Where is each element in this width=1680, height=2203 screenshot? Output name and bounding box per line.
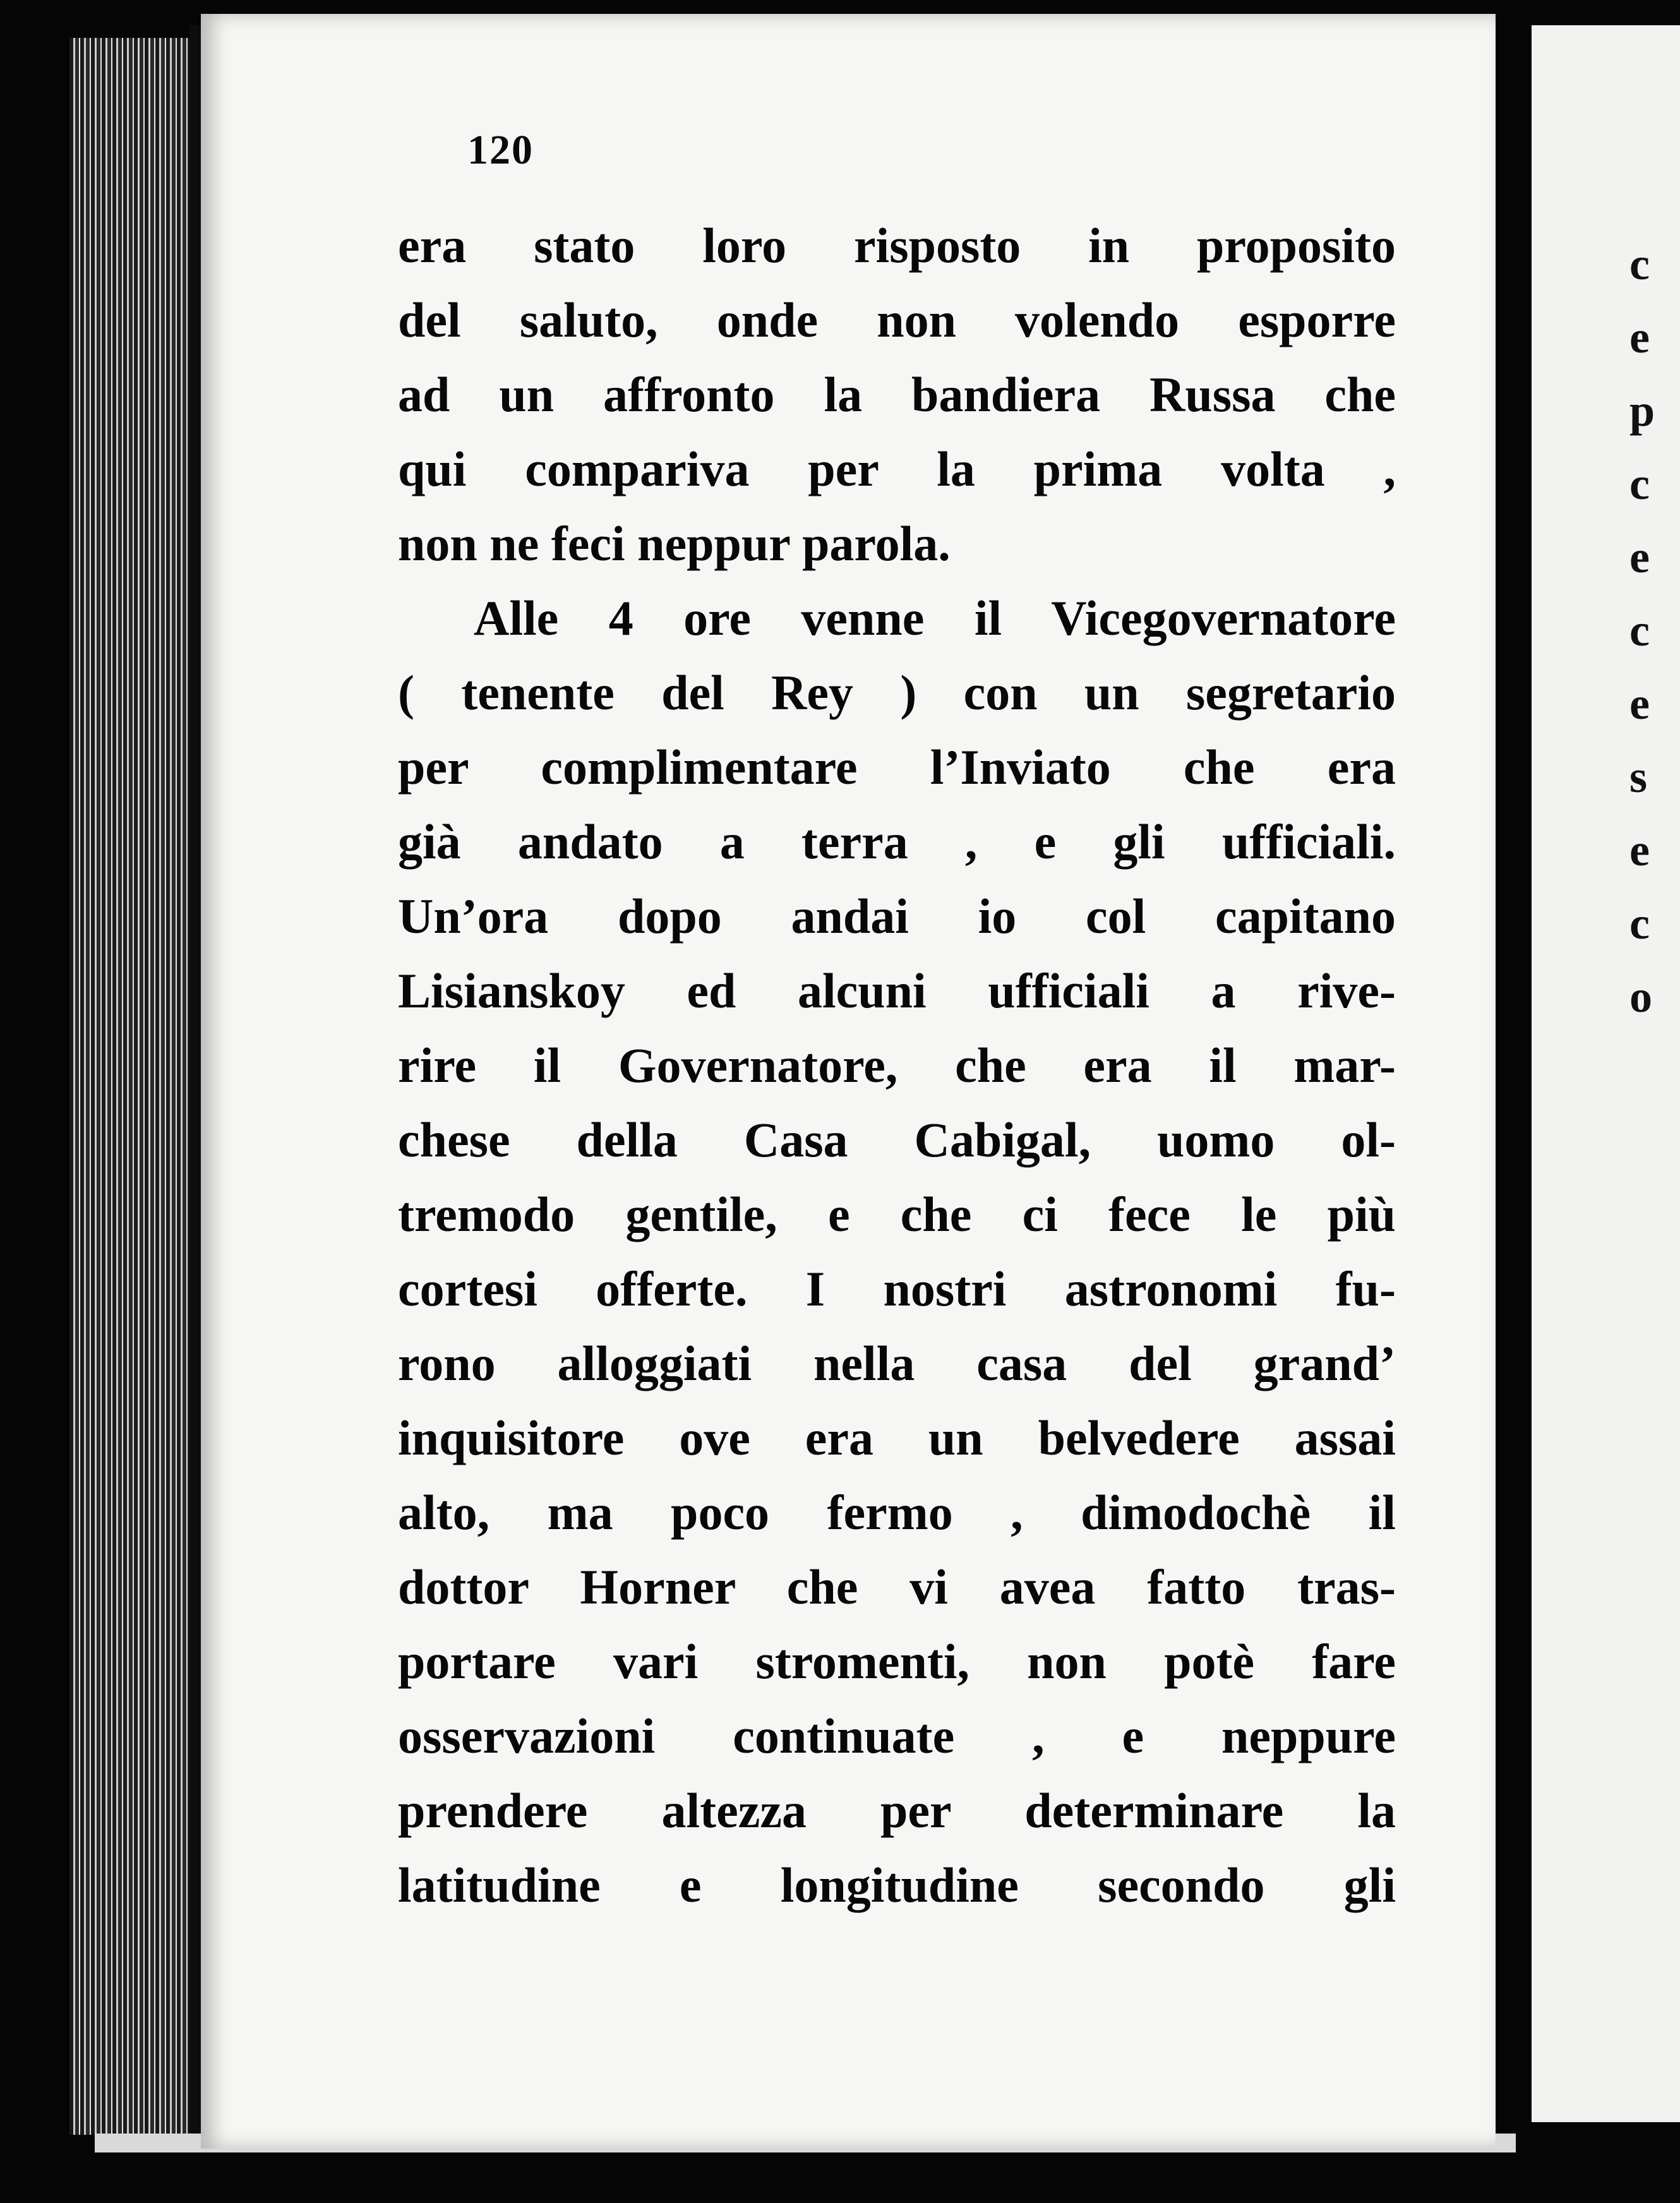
text-line: rire il Governatore, che era il mar- bbox=[398, 1038, 1396, 1093]
facing-page-letter: c bbox=[1629, 898, 1650, 949]
stacked-page-edges bbox=[69, 38, 202, 2135]
text-line: tremodo gentile, e che ci fece le più bbox=[398, 1187, 1396, 1242]
text-line: prendere altezza per determinare la bbox=[398, 1783, 1396, 1838]
facing-page-letter: c bbox=[1629, 459, 1650, 509]
facing-page-letter: s bbox=[1629, 752, 1648, 802]
text-line: rono alloggiati nella casa del grand’ bbox=[398, 1336, 1396, 1391]
text-line: Lisianskoy ed alcuni ufficiali a rive- bbox=[398, 963, 1396, 1018]
page-number: 120 bbox=[467, 127, 534, 173]
text-line: Un’ora dopo andai io col capitano bbox=[398, 889, 1396, 944]
facing-page-text-fragments bbox=[1629, 227, 1680, 1033]
page-text-body bbox=[398, 208, 1396, 1923]
facing-page-letter: c bbox=[1629, 605, 1650, 656]
text-line: qui compariva per la prima volta , bbox=[398, 441, 1396, 496]
text-line: era stato loro risposto in proposito bbox=[398, 218, 1396, 273]
facing-page-letter: e bbox=[1629, 532, 1650, 582]
facing-page-letter: c bbox=[1629, 239, 1650, 289]
text-line: non ne feci neppur parola. bbox=[398, 516, 951, 571]
text-line: chese della Casa Cabigal, uomo ol- bbox=[398, 1112, 1396, 1167]
text-line: osservazioni continuate , e neppure bbox=[398, 1708, 1396, 1763]
text-line: ( tenente del Rey ) con un segretario bbox=[398, 665, 1396, 720]
text-line: portare vari stromenti, non potè fare bbox=[398, 1634, 1396, 1689]
text-line: alto, ma poco fermo , dimodochè il bbox=[398, 1485, 1396, 1540]
text-line: latitudine e longitudine secondo gli bbox=[398, 1858, 1396, 1912]
facing-page-letter: e bbox=[1629, 825, 1650, 875]
facing-page-letter: e bbox=[1629, 312, 1650, 363]
text-line: dottor Horner che vi avea fatto tras- bbox=[398, 1559, 1396, 1614]
text-line: ad un affronto la bandiera Russa che bbox=[398, 367, 1396, 422]
facing-page-letter: e bbox=[1629, 678, 1650, 729]
text-line: del saluto, onde non volendo esporre bbox=[398, 292, 1396, 347]
facing-page-letter: p bbox=[1629, 385, 1655, 436]
text-line: cortesi offerte. I nostri astronomi fu- bbox=[398, 1261, 1396, 1316]
text-line: per complimentare l’Inviato che era bbox=[398, 740, 1396, 795]
text-line: Alle 4 ore venne il Vicegovernatore bbox=[474, 591, 1396, 645]
text-line: già andato a terra , e gli ufficiali. bbox=[398, 814, 1396, 869]
facing-page-letter: o bbox=[1629, 971, 1652, 1022]
text-line: inquisitore ove era un belvedere assai bbox=[398, 1410, 1396, 1465]
